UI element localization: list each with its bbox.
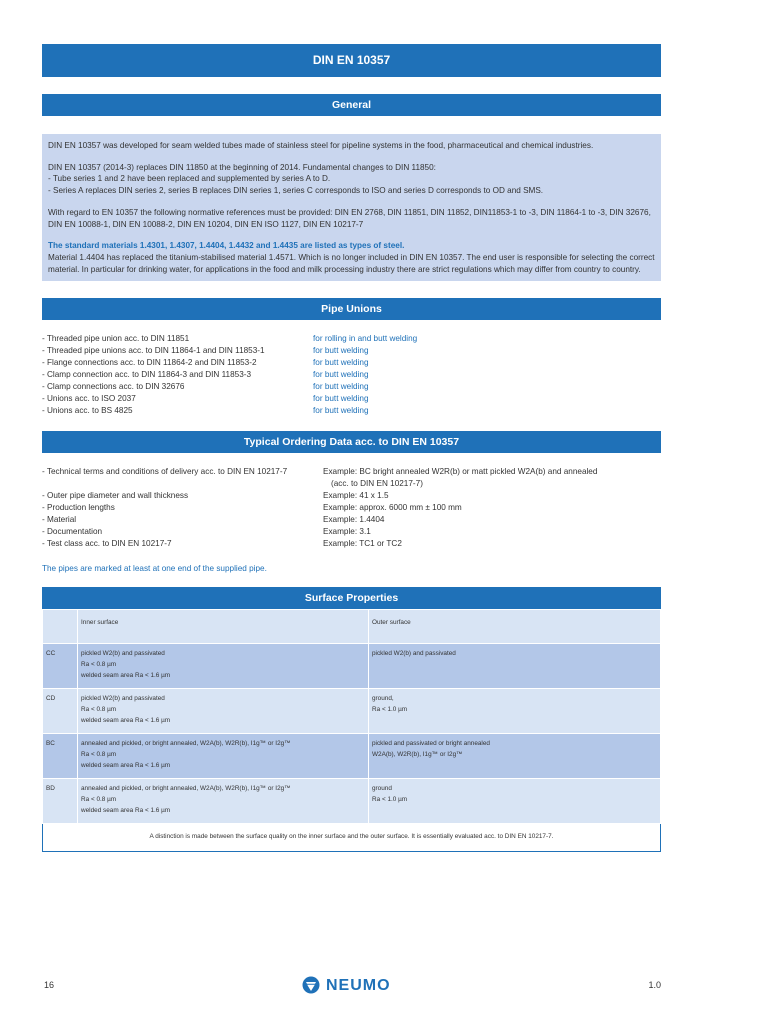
list-item: - Test class acc. to DIN EN 10217-7 Example: TC1 or TC2: [42, 539, 402, 549]
neumo-logo-icon: [302, 976, 320, 996]
surface-heading: Surface Properties: [42, 587, 661, 609]
page-number: 16: [44, 980, 55, 990]
list-item: - Threaded pipe unions acc. to DIN 11864-1 and DIN 11853-1 for butt welding: [42, 346, 369, 356]
table-row: CC pickled W2(b) and passivated Ra < 0.8 µm welded seam area Ra < 1.6 µm pickled W2(b) and passivated: [43, 644, 661, 689]
table-row: BC annealed and pickled, or bright annealed, W2A(b), W2R(b), I1g™ or I2g™ Ra < 0.8 µm welded seam area Ra < 1.6 µm pickled and passivated or bright annealed W2A(b), W2R(b), I1g™ or I2g™: [43, 734, 661, 779]
list-item: - Threaded pipe union acc. to DIN 11851 for rolling in and butt welding: [42, 334, 418, 344]
general-paragraph-4: The standard materials 1.4301, 1.4307, 1.4404, 1.4432 and 1.4435 are listed as types of steel. Material 1.4404 has replaced the titanium-stabilised material 1.4571. Which is no longer included in DIN EN 10357. The end user is responsible for selecting the correct material. In particular for drinking water, for applications in the food and milk processing industry there are strict regulations which may differ from country to country.: [48, 241, 655, 274]
brand-name: NEUMO: [326, 977, 391, 994]
table-row: CD pickled W2(b) and passivated Ra < 0.8 µm welded seam area Ra < 1.6 µm ground, Ra < 1.0 µm: [43, 689, 661, 734]
general-paragraph-1: DIN EN 10357 was developed for seam welded tubes made of stainless steel for pipeline systems in the food, pharmaceutical and chemical industries.: [48, 141, 594, 150]
list-item: - Material Example: 1.4404: [42, 515, 385, 525]
column-header-inner: Inner surface: [78, 610, 369, 644]
table-footnote-row: [43, 824, 661, 852]
table-header-row: [43, 610, 661, 644]
pipe-unions-list: [42, 333, 661, 417]
column-header-outer: Outer surface: [369, 610, 661, 644]
ordering-list: [42, 466, 661, 550]
version-number: 1.0: [648, 980, 661, 990]
general-paragraph-2: DIN EN 10357 (2014-3) replaces DIN 11850 at the beginning of 2014. Fundamental changes to DIN 11850: - Tube series 1 and 2 have been replaced and supplemented by series A to D. - Series A replaces DIN series 2, series B replaces DIN series 1, series C corresponds to ISO and series D corresponds to OD and SMS.: [48, 162, 544, 196]
page-title: DIN EN 10357: [42, 44, 661, 77]
list-item: - Documentation Example: 3.1: [42, 527, 371, 537]
list-item: - Technical terms and conditions of delivery acc. to DIN EN 10217-7 Example: BC bright annealed W2R(b) or matt pickled W2A(b) and annealed (acc. to DIN EN 10217-7): [42, 467, 598, 489]
general-paragraph-3: With regard to EN 10357 the following normative references must be provided: DIN EN 2768, DIN 11851, DIN 11852, DIN11853-1 to -3, DIN 11864-1 to -3, DIN 32676, DIN EN 10088-1, DIN EN 10088-2, DIN EN 10204, DIN EN ISO 1127, DIN EN 10217-7: [48, 207, 651, 229]
standard-materials-note: The standard materials 1.4301, 1.4307, 1.4404, 1.4432 and 1.4435 are listed as types of steel.: [48, 241, 405, 251]
surface-footnote: A distinction is made between the surface quality on the inner surface and the outer surface. It is essentially evaluated acc. to DIN EN 10217-7.: [43, 824, 661, 852]
brand-logo: [302, 976, 391, 996]
list-item: - Production lengths Example: approx. 6000 mm ± 100 mm: [42, 503, 462, 513]
list-item: - Unions acc. to ISO 2037 for butt welding: [42, 394, 369, 404]
list-item: - Outer pipe diameter and wall thickness Example: 41 x 1.5: [42, 491, 389, 501]
general-heading: General: [42, 94, 661, 116]
list-item: - Clamp connections acc. to DIN 32676 for butt welding: [42, 382, 369, 392]
document-page: [42, 44, 661, 852]
pipe-unions-heading: Pipe Unions: [42, 298, 661, 320]
marking-note: The pipes are marked at least at one end of the supplied pipe.: [42, 564, 267, 574]
ordering-heading: Typical Ordering Data acc. to DIN EN 10357: [42, 431, 661, 453]
list-item: - Flange connections acc. to DIN 11864-2 and DIN 11853-2 for butt welding: [42, 358, 369, 368]
general-panel: [42, 134, 661, 281]
table-row: BD annealed and pickled, or bright annealed, W2A(b), W2R(b), I1g™ or I2g™ Ra < 0.8 µm welded seam area Ra < 1.6 µm ground Ra < 1.0 µm: [43, 779, 661, 824]
list-item: - Unions acc. to BS 4825 for butt welding: [42, 406, 369, 416]
list-item: - Clamp connection acc. to DIN 11864-3 and DIN 11853-3 for butt welding: [42, 370, 369, 380]
surface-properties-table: [42, 609, 661, 852]
page-footer: [42, 976, 661, 998]
